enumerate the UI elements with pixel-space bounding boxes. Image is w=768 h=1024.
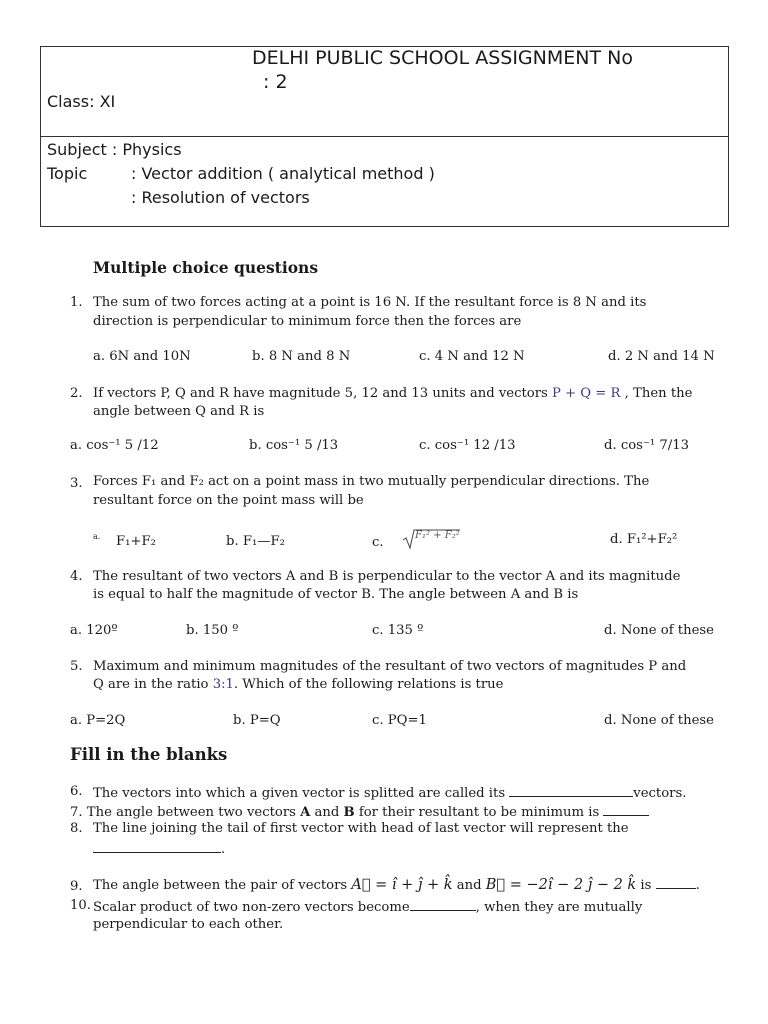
q3-line1: Forces F₁ and F₂ act on a point mass in two mutually perpendicular directions. The [93, 474, 650, 489]
q4-option-a: a. 120º [70, 623, 118, 638]
q5-option-b: b. P=Q [233, 713, 281, 728]
q7-text: The angle between two vectors [86, 805, 301, 820]
q1-option-a: a. 6N and 10N [93, 349, 191, 364]
q7-number: 7. [70, 805, 83, 820]
topic-label: Topic [47, 164, 88, 183]
q5-text: Q are in the ratio [93, 677, 213, 692]
q5-number: 5. [70, 659, 83, 674]
q2-equation: P + Q = R [551, 386, 621, 401]
q4-option-b: b. 150 º [186, 623, 239, 638]
class-label: Class: XI [47, 92, 116, 111]
q4-option-d: d. None of these [604, 623, 714, 638]
q2-text-end: , Then the [620, 386, 693, 401]
fib-heading: Fill in the blanks [70, 745, 228, 764]
q9-and: and [452, 878, 486, 893]
q5-line1: Maximum and minimum magnitudes of the resultant of two vectors of magnitudes P and [93, 659, 687, 674]
q6-text: The vectors into which a given vector is splitted are called its [93, 786, 510, 801]
q8-end: . [221, 842, 226, 857]
q2-line2: angle between Q and R is [93, 404, 265, 419]
q9-text: The angle between the pair of vectors [93, 878, 352, 893]
q10-line2: perpendicular to each other. [93, 917, 284, 932]
q6-line [93, 784, 686, 801]
q6-blank [509, 784, 633, 797]
q2-option-a: a. cos⁻¹ 5 /12 [70, 438, 159, 453]
assignment-title: DELHI PUBLIC SCHOOL ASSIGNMENT No [252, 47, 633, 69]
q7-vector-b: B [343, 805, 355, 820]
mcq-heading: Multiple choice questions [93, 258, 319, 277]
q3-option-a: F₁+F₂ [116, 534, 156, 549]
q3-line2: resultant force on the point mass will be [93, 493, 364, 508]
q5-ratio: 3:1 [212, 677, 234, 692]
q5-line2 [93, 677, 503, 692]
q4-option-c: c. 135 º [372, 623, 424, 638]
q9-vector-b: B⃗ = −2î − 2 ĵ − 2 k̂ [485, 877, 637, 893]
header-divider [40, 136, 729, 137]
q3-option-c: c. [372, 535, 384, 550]
q1-option-c: c. 4 N and 12 N [419, 349, 525, 364]
q4-line1: The resultant of two vectors A and B is perpendicular to the vector A and its magnitude [93, 569, 681, 584]
q7-and: and [310, 805, 344, 820]
q6-text-end: vectors. [633, 786, 687, 801]
q5-text-end: . Which of the following relations is true [233, 677, 504, 692]
q10-text: Scalar product of two non-zero vectors become [93, 900, 410, 915]
q3-option-b: b. F₁—F₂ [226, 534, 285, 549]
q8-line1: The line joining the tail of first vector with head of last vector will represent the [93, 821, 629, 836]
q7-text-end: for their resultant to be minimum is [354, 805, 604, 820]
q1-number: 1. [70, 295, 83, 310]
q2-option-c: c. cos⁻¹ 12 /13 [419, 438, 516, 453]
q1-line1: The sum of two forces acting at a point is 16 N. If the resultant force is 8 N and its [93, 295, 647, 310]
subject-label: Subject : Physics [47, 140, 182, 159]
q9-blank [656, 876, 696, 889]
q8-line2 [93, 840, 225, 857]
q3-option-d: d. F₁²+F₂² [610, 532, 678, 547]
q2-option-d: d. cos⁻¹ 7/13 [604, 438, 689, 453]
q5-option-c: c. PQ=1 [372, 713, 427, 728]
q2-text: If vectors P, Q and R have magnitude 5, 12 and 13 units and vectors [93, 386, 552, 401]
assignment-number: : 2 [263, 71, 288, 93]
q9-end: . [695, 878, 700, 893]
q1-option-d: d. 2 N and 14 N [608, 349, 715, 364]
q3-sqrt-radicand: F₁² + F₂² [415, 530, 460, 541]
q10-line1 [93, 898, 642, 915]
topic-1: : Vector addition ( analytical method ) [131, 164, 435, 183]
q4-line2: is equal to half the magnitude of vector B. The angle between A and B is [93, 587, 579, 602]
q7-vector-a: A [300, 805, 311, 820]
q9-line [93, 876, 700, 893]
q1-option-b: b. 8 N and 8 N [252, 349, 351, 364]
q7-blank [603, 803, 649, 816]
q9-vector-a: A⃗ = î + ĵ + k̂ [351, 877, 453, 893]
q10-text-end: , when they are mutually [475, 900, 643, 915]
q7-line [70, 803, 649, 820]
q5-option-d: d. None of these [604, 713, 714, 728]
q2-option-b: b. cos⁻¹ 5 /13 [249, 438, 339, 453]
q9-is: is [636, 878, 656, 893]
q2-number: 2. [70, 386, 83, 401]
q9-number: 9. [70, 879, 83, 894]
q10-blank [410, 898, 476, 911]
q6-number: 6. [70, 784, 83, 799]
topic-2: : Resolution of vectors [131, 188, 310, 207]
q10-number: 10. [70, 898, 91, 913]
q4-number: 4. [70, 569, 83, 584]
q1-line2: direction is perpendicular to minimum force then the forces are [93, 314, 522, 329]
q2-line1 [93, 386, 692, 401]
q3-option-a-label: a. [93, 532, 101, 541]
q5-option-a: a. P=2Q [70, 713, 126, 728]
q8-number: 8. [70, 821, 83, 836]
q8-blank [93, 840, 221, 853]
q3-number: 3. [70, 476, 83, 491]
